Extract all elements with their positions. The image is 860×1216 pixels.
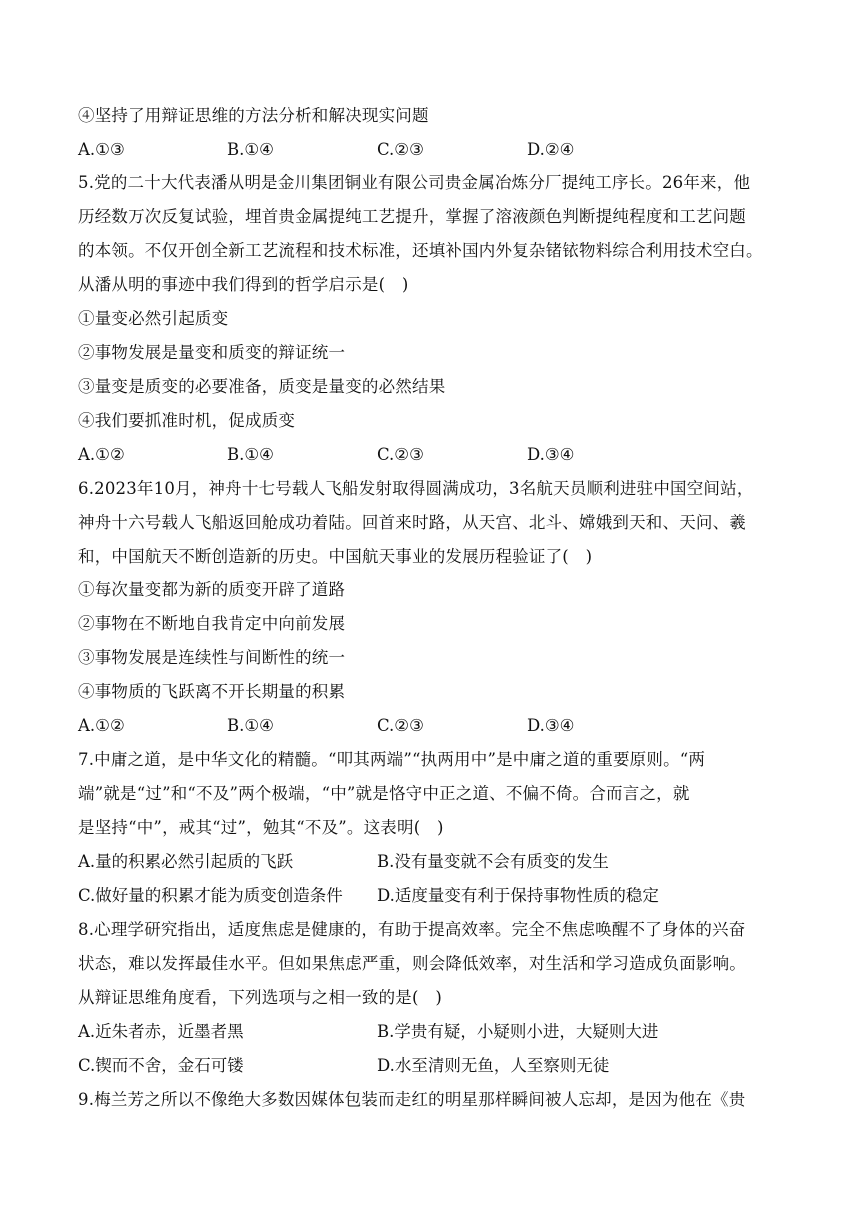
q5-statement-1: ①量变必然引起质变 — [78, 309, 229, 328]
q5-statement-3: ③量变是质变的必要准备，质变是量变的必然结果 — [78, 377, 446, 396]
q5-statement-2: ②事物发展是量变和质变的辩证统一 — [78, 343, 346, 362]
choice-a: A.近朱者赤，近墨者黑 — [78, 1022, 244, 1041]
q7-stem-line-1: 7.中庸之道，是中华文化的精髓。“叩其两端”“执两用中”是中庸之道的重要原则。“两 — [78, 750, 706, 769]
choice-d: D.③④ — [527, 716, 575, 735]
q7-stem-line-3: 是坚持“中”，戒其“过”，勉其“不及”。这表明( ) — [78, 818, 444, 837]
choice-b: B.①④ — [227, 445, 274, 464]
choice-b: B.学贵有疑，小疑则小进，大疑则大进 — [377, 1022, 659, 1041]
choice-c: C.锲而不舍，金石可镂 — [78, 1056, 244, 1075]
q6-stem-line-1: 6.2023年10月，神舟十七号载人飞船发射取得圆满成功，3名航天员顺利进驻中国空间站， — [78, 479, 754, 498]
q5-stem-line-3: 的本领。不仅开创全新工艺流程和技术标准，还填补国内外复杂锗铱物料综合利用技术空白。 — [78, 241, 763, 260]
q5-stem-line-4: 从潘从明的事迹中我们得到的哲学启示是( ) — [78, 275, 409, 294]
q6-stem-line-2: 神舟十六号载人飞船返回舱成功着陆。回首来时路，从天宫、北斗、嫦娥到天和、天问、羲 — [78, 513, 746, 532]
choice-a: A.量的积累必然引起质的飞跃 — [78, 852, 294, 871]
q6-stem-line-3: 和，中国航天不断创造新的历史。中国航天事业的发展历程验证了( ) — [78, 547, 593, 566]
choice-c: C.②③ — [377, 445, 424, 464]
q4-option-statement-4: ④坚持了用辩证思维的方法分析和解决现实问题 — [78, 106, 429, 125]
q8-stem-line-1: 8.心理学研究指出，适度焦虑是健康的，有助于提高效率。完全不焦虑唤醒不了身体的兴奋 — [78, 920, 746, 939]
choice-a: A.①② — [78, 445, 125, 464]
q5-stem-line-2: 历经数万次反复试验，埋首贵金属提纯工艺提升，掌握了溶液颜色判断提纯程度和工艺问题 — [78, 207, 746, 226]
q8-stem-line-3: 从辩证思维角度看，下列选项与之相一致的是( ) — [78, 988, 442, 1007]
q7-stem-line-2: 端”就是“过”和“不及”两个极端，“中”就是恪守中正之道、不偏不倚。合而言之，就 — [78, 784, 690, 803]
choice-d: D.水至清则无鱼，人至察则无徒 — [377, 1056, 610, 1075]
q5-stem-line-1: 5.党的二十大代表潘从明是金川集团铜业有限公司贵金属冶炼分厂提纯工序长。26年来，他 — [78, 173, 751, 192]
q6-statement-2: ②事物在不断地自我肯定中向前发展 — [78, 614, 346, 633]
choice-c: C.②③ — [377, 140, 424, 159]
choice-d: D.②④ — [527, 140, 575, 159]
choice-d: D.适度量变有利于保持事物性质的稳定 — [377, 886, 659, 905]
choice-d: D.③④ — [527, 445, 575, 464]
q5-statement-4: ④我们要抓准时机，促成质变 — [78, 411, 296, 430]
q6-statement-3: ③事物发展是连续性与间断性的统一 — [78, 648, 346, 667]
choice-c: C.②③ — [377, 716, 424, 735]
q8-stem-line-2: 状态，难以发挥最佳水平。但如果焦虑严重，则会降低效率，对生活和学习造成负面影响。 — [78, 954, 746, 973]
q9-stem-line-1: 9.梅兰芳之所以不像绝大多数因媒体包装而走红的明星那样瞬间被人忘却，是因为他在《贵 — [78, 1090, 746, 1109]
choice-a: A.①② — [78, 716, 125, 735]
choice-a: A.①③ — [78, 140, 125, 159]
q6-statement-4: ④事物质的飞跃离不开长期量的积累 — [78, 682, 346, 701]
choice-b: B.①④ — [227, 716, 274, 735]
choice-b: B.没有量变就不会有质变的发生 — [377, 852, 609, 871]
q6-statement-1: ①每次量变都为新的质变开辟了道路 — [78, 580, 346, 599]
choice-b: B.①④ — [227, 140, 274, 159]
choice-c: C.做好量的积累才能为质变创造条件 — [78, 886, 343, 905]
